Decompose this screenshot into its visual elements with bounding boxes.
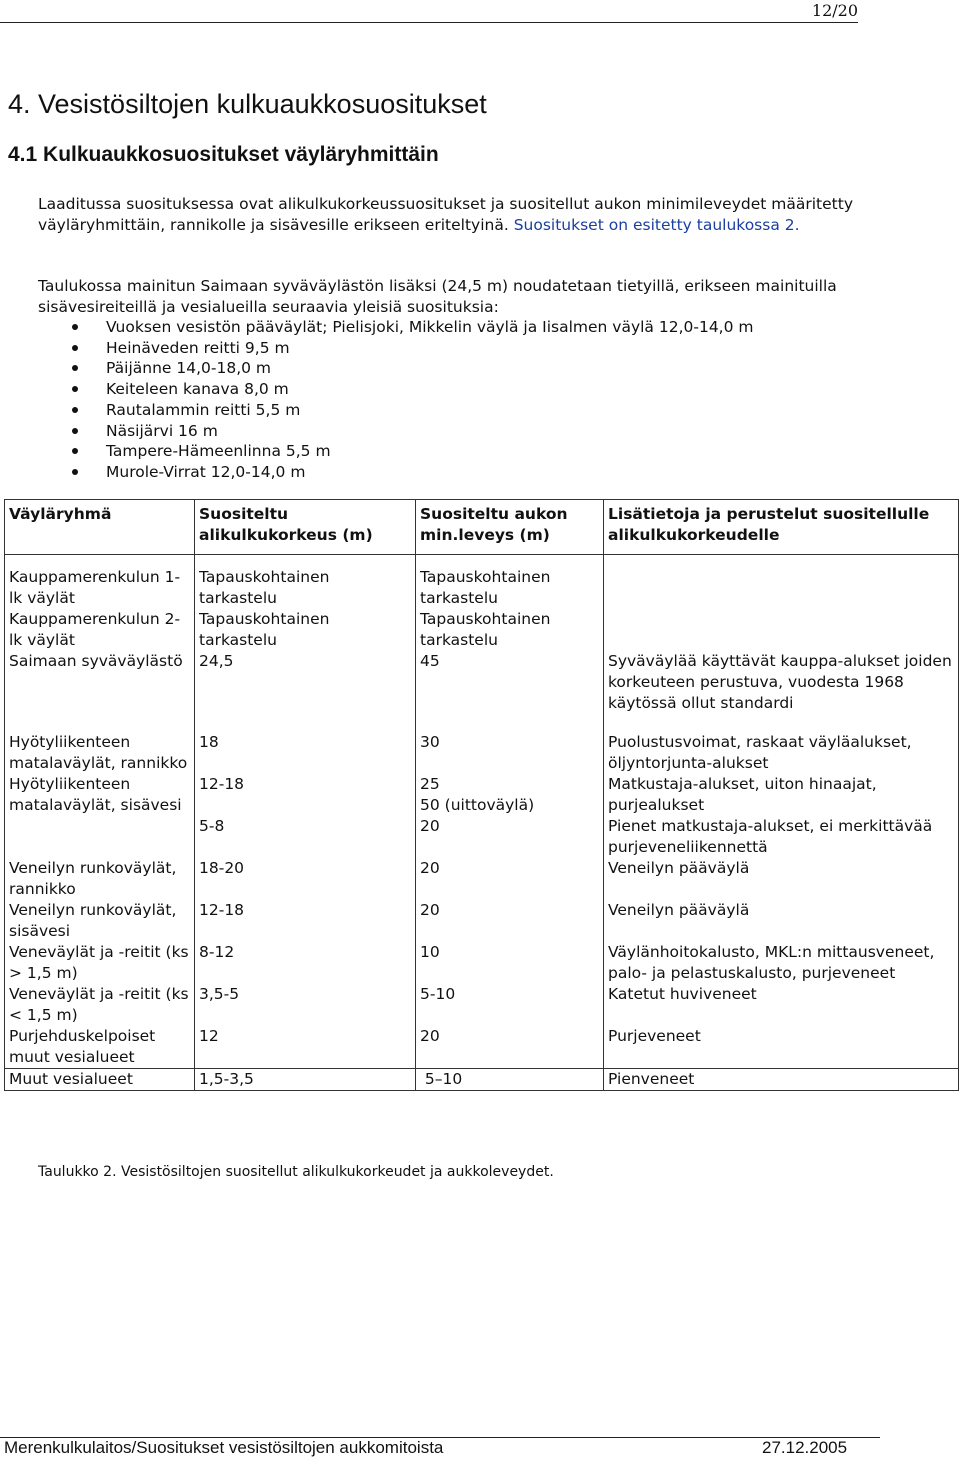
table-reference-link[interactable]: Suositukset on esitetty taulukossa 2. [513, 215, 800, 234]
cell-info: Puolustusvoimat, raskaat väyläalukset, öljyntorjunta-alukset [604, 732, 959, 774]
list-item: Näsijärvi 16 m [38, 421, 858, 442]
cell-width: 20 [416, 900, 604, 942]
cell-info: Pienet matkustaja-alukset, ei merkittävää purjeveneliikennettä [604, 816, 959, 858]
header-divider [0, 22, 858, 23]
cell-height: 3,5-5 [195, 984, 416, 1026]
recommendations-table [4, 499, 959, 1091]
header-cell-width: Suositeltu aukon min.leveys (m) [416, 500, 604, 555]
cell-width: Tapauskohtainen tarkastelu [416, 567, 604, 609]
cell-info: Purjeveneet [604, 1026, 959, 1069]
footer-date: 27.12.2005 [762, 1438, 848, 1457]
table-row [5, 609, 959, 651]
cell-info [604, 609, 959, 651]
list-item: Tampere-Hämeenlinna 5,5 m [38, 441, 858, 462]
table-row [5, 732, 959, 774]
subsection-title: 4.1 Kulkuaukkosuositukset väyläryhmittäin [8, 143, 439, 166]
table-header-row [5, 500, 959, 555]
recommendation-list [38, 317, 858, 483]
cell-group: Purjehduskelpoiset muut vesialueet [5, 1026, 195, 1069]
cell-group: Kauppamerenkulun 2-lk väylät [5, 609, 195, 651]
cell-group: Veneilyn runkoväylät, rannikko [5, 858, 195, 900]
cell-group: Veneilyn runkoväylät, sisävesi [5, 900, 195, 942]
table-spacer-row [5, 555, 959, 568]
footer-source: Merenkulkulaitos/Suositukset vesistösiltojen aukkomitoista [4, 1438, 444, 1457]
section-title: 4. Vesistösiltojen kulkuaukkosuositukset [8, 89, 487, 119]
list-item: Heinäveden reitti 9,5 m [38, 338, 858, 359]
cell-width: 20 [416, 1026, 604, 1069]
cell-height: 24,5 [195, 651, 416, 732]
header-cell-info: Lisätietoja ja perustelut suositellulle alikulkukorkeudelle [604, 500, 959, 555]
cell-info: Veneilyn pääväylä [604, 858, 959, 900]
cell-width: Tapauskohtainen tarkastelu [416, 609, 604, 651]
cell-info: Syväväylää käyttävät kauppa-alukset joiden korkeuteen perustuva, vuodesta 1968 käytössä ollut standardi [604, 651, 959, 732]
header-cell-height: Suositeltu alikulkukorkeus (m) [195, 500, 416, 555]
cell-group: Hyötyliikenteen matalaväylät, rannikko [5, 732, 195, 774]
cell-width: 25 50 (uittoväylä) [416, 774, 604, 816]
table-row [5, 858, 959, 900]
table-row [5, 1069, 959, 1091]
cell-info: Pienveneet [604, 1069, 959, 1091]
list-item: Murole-Virrat 12,0-14,0 m [38, 462, 858, 483]
list-item: Keiteleen kanava 8,0 m [38, 379, 858, 400]
cell-height: 12-18 [195, 900, 416, 942]
header-cell-group: Väyläryhmä [5, 500, 195, 555]
table-row [5, 984, 959, 1026]
cell-width: 5-10 [416, 984, 604, 1026]
cell-height: Tapauskohtainen tarkastelu [195, 609, 416, 651]
list-item: Päijänne 14,0-18,0 m [38, 358, 858, 379]
table-row [5, 567, 959, 609]
cell-group: Veneväylät ja -reitit (ks < 1,5 m) [5, 984, 195, 1026]
cell-width: 30 [416, 732, 604, 774]
cell-height: 18 [195, 732, 416, 774]
cell-height: 18-20 [195, 858, 416, 900]
table-row [5, 1026, 959, 1069]
cell-height: Tapauskohtainen tarkastelu [195, 567, 416, 609]
list-item: Rautalammin reitti 5,5 m [38, 400, 858, 421]
cell-group: Veneväylät ja -reitit (ks > 1,5 m) [5, 942, 195, 984]
table-caption: Taulukko 2. Vesistösiltojen suositellut alikulkukorkeudet ja aukkoleveydet. [38, 1164, 554, 1180]
cell-group: Hyötyliikenteen matalaväylät, sisävesi [5, 774, 195, 858]
cell-group: Muut vesialueet [5, 1069, 195, 1091]
table-row [5, 774, 959, 816]
intro-paragraph [38, 194, 883, 235]
cell-info: Katetut huviveneet [604, 984, 959, 1026]
cell-height: 1,5-3,5 [195, 1069, 416, 1091]
cell-height: 12 [195, 1026, 416, 1069]
cell-info [604, 567, 959, 609]
cell-height: 5-8 [195, 816, 416, 858]
cell-width: 5–10 [416, 1069, 604, 1091]
cell-width: 20 [416, 816, 604, 858]
table-row [5, 651, 959, 732]
cell-info: Matkustaja-alukset, uiton hinaajat, purjealukset [604, 774, 959, 816]
cell-height: 12-18 [195, 774, 416, 816]
cell-width: 20 [416, 858, 604, 900]
table-row [5, 942, 959, 984]
cell-height: 8-12 [195, 942, 416, 984]
cell-group: Kauppamerenkulun 1-lk väylät [5, 567, 195, 609]
table-row [5, 900, 959, 942]
cell-width: 45 [416, 651, 604, 732]
recommendations-paragraph: Taulukossa mainitun Saimaan syväväylästön lisäksi (24,5 m) noudatetaan tietyillä, erikseen mainituilla sisävesireiteillä ja vesialueilla seuraavia yleisiä suosituksia: [38, 277, 837, 316]
cell-group: Saimaan syväväylästö [5, 651, 195, 732]
cell-info: Väylänhoitokalusto, MKL:n mittausveneet, palo- ja pelastuskalusto, purjeveneet [604, 942, 959, 984]
page-number: 12/20 [811, 1, 858, 20]
cell-info: Veneilyn pääväylä [604, 900, 959, 942]
cell-width: 10 [416, 942, 604, 984]
list-item: Vuoksen vesistön pääväylät; Pielisjoki, Mikkelin väylä ja Iisalmen väylä 12,0-14,0 m [38, 317, 858, 338]
intro-text: Laaditussa suosituksessa ovat alikulkukorkeussuositukset ja suositellut aukon minimileveydet määritetty väyläryhmittäin, rannikolle ja sisävesille erikseen eriteltyinä. [38, 195, 853, 234]
